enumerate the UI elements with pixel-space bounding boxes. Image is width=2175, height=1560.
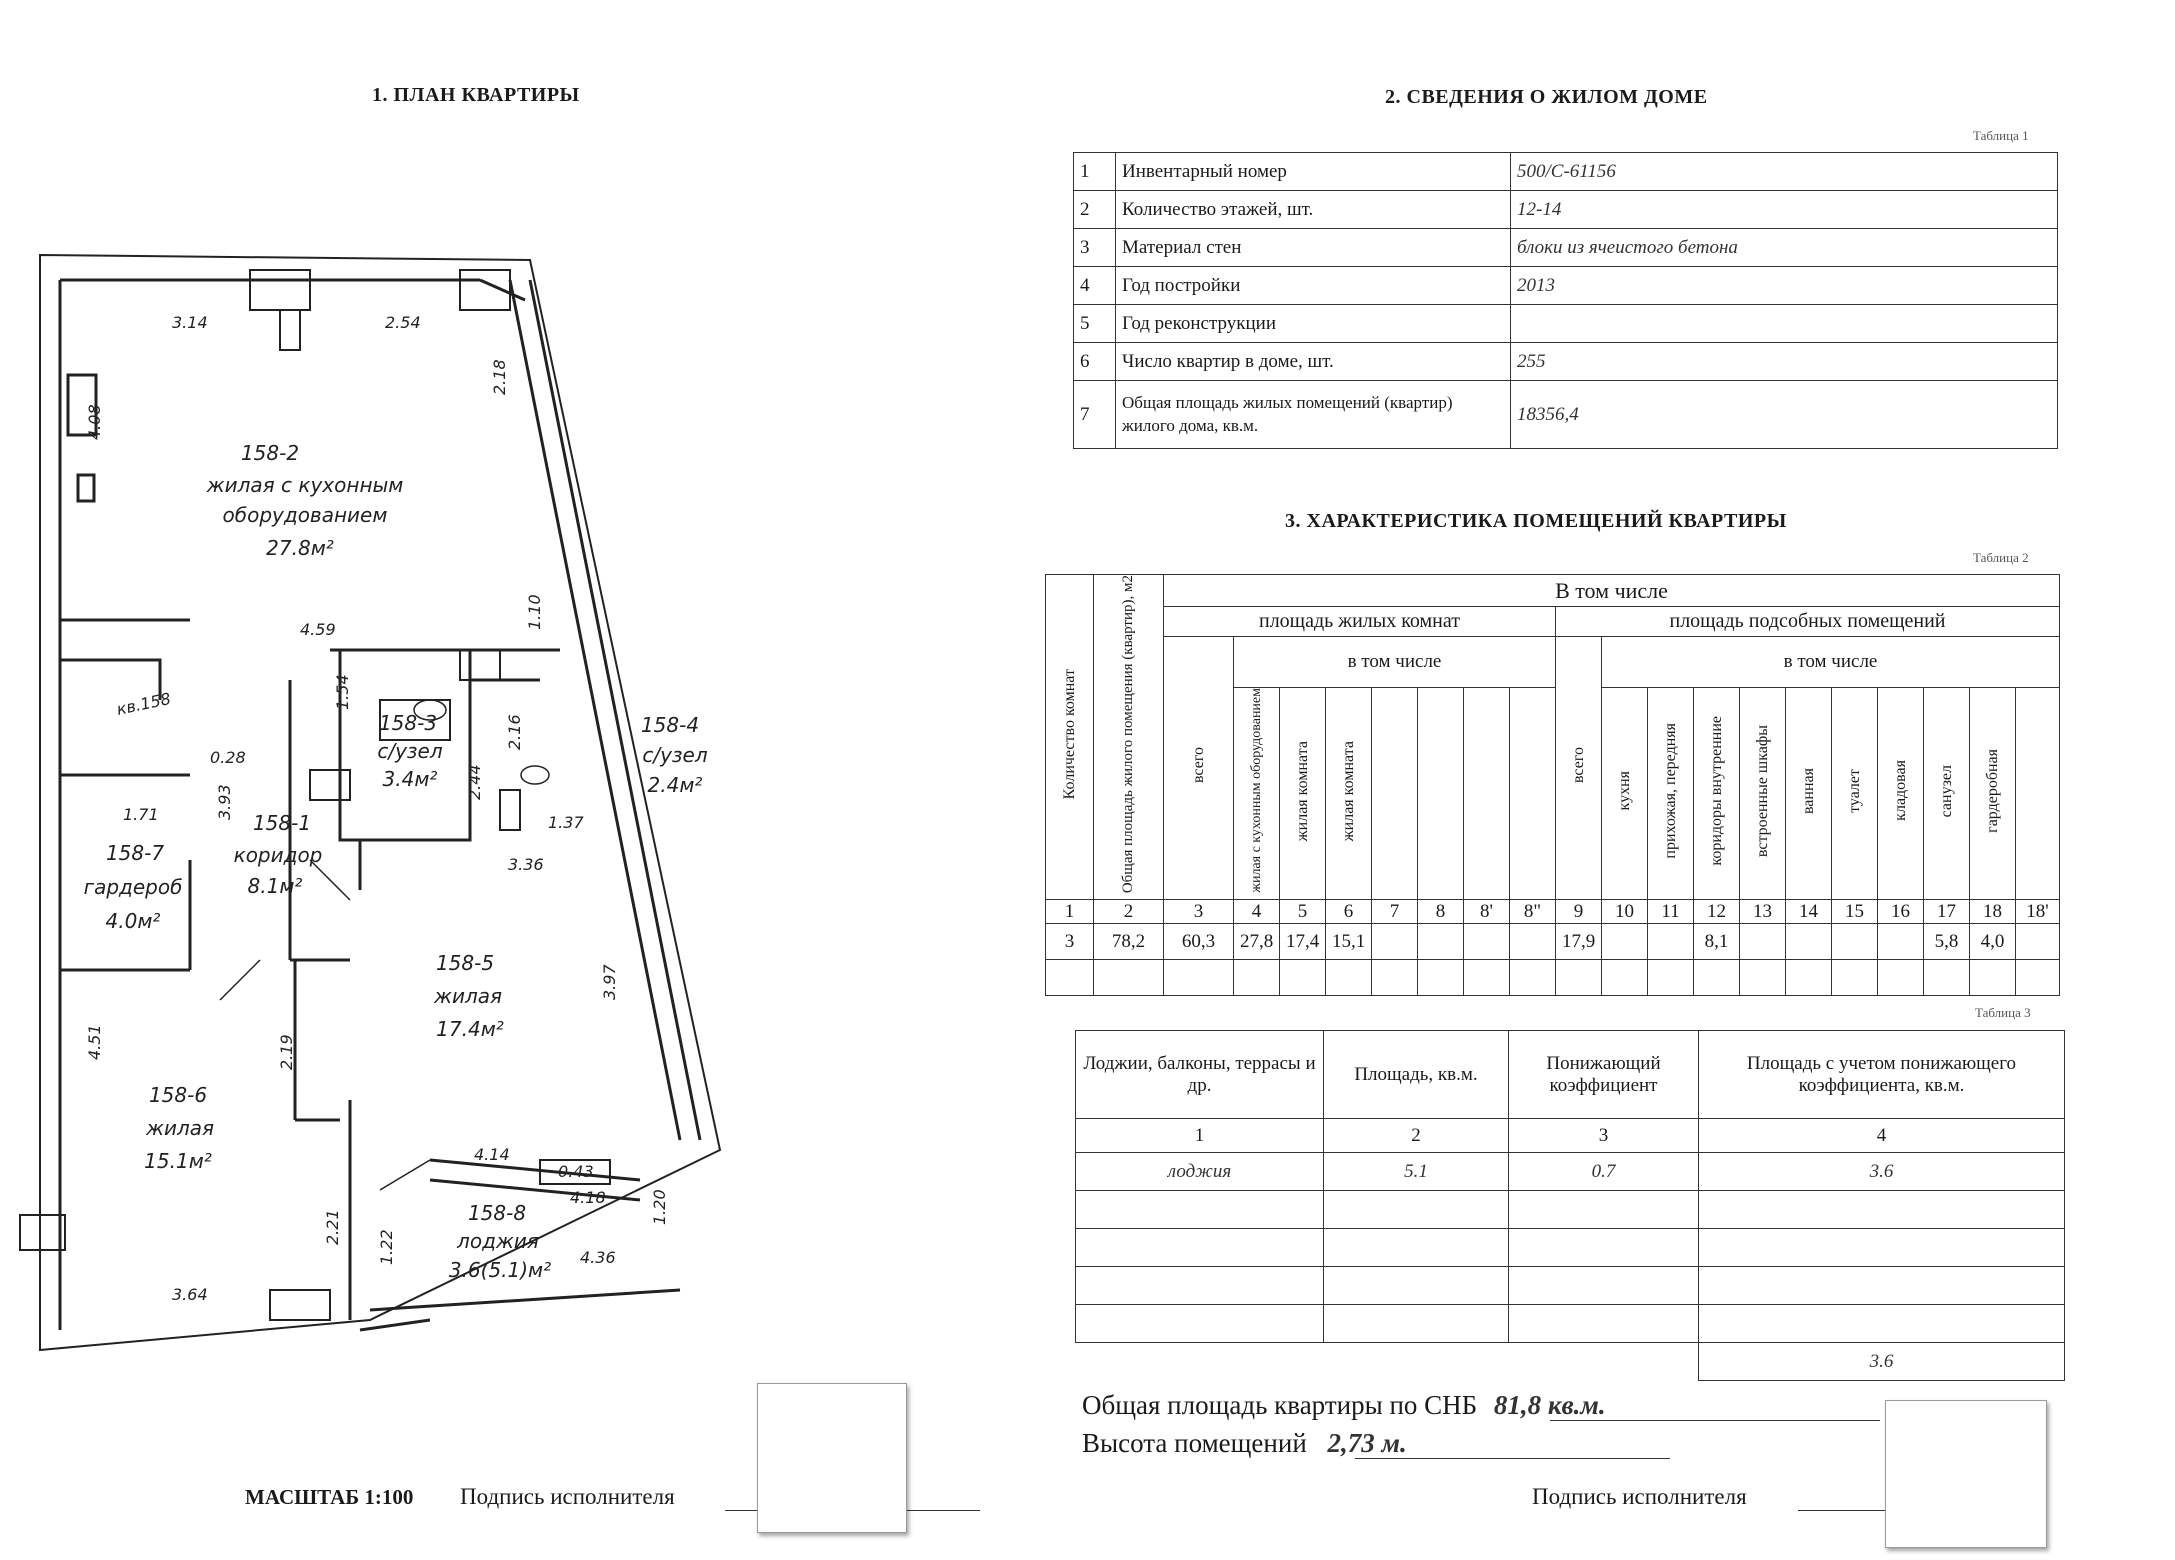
room-158-1-id: 158-1 (252, 811, 312, 835)
floor-plan (0, 0, 760, 1400)
head-living: площадь жилых комнат (1164, 607, 1556, 637)
table-row: лоджия 5.1 0.7 3.6 (1076, 1153, 2065, 1191)
dim: 2.44 (465, 764, 484, 800)
dim: кв.158 (114, 688, 173, 719)
summary-signature-line (1798, 1510, 1888, 1511)
plan-signature-label: Подпись исполнителя (460, 1484, 675, 1509)
room-158-5-type: жилая (433, 984, 503, 1008)
summary-signature-stamp (1885, 1400, 2047, 1548)
plan-scale: МАСШТАБ 1:100 (245, 1485, 414, 1509)
dim: 3.14 (172, 313, 208, 332)
room-158-7-type: гардероб (83, 875, 183, 899)
room-158-4-id: 158-4 (640, 713, 700, 737)
dim: 1.37 (548, 813, 584, 832)
room-158-1-area: 8.1м² (247, 874, 303, 898)
plan-title: 1. ПЛАН КВАРТИРЫ (372, 84, 580, 106)
empty-row (1046, 960, 2060, 996)
dim: 2.18 (490, 359, 509, 395)
loggia-total: 3.6 (1699, 1343, 2065, 1381)
number-row: 1 2 3 4 5 6 7 8 8' 8" 9 10 11 12 13 14 15 16 17 18 18' (1046, 900, 2060, 924)
summary-height (1082, 1428, 1407, 1459)
room-158-8-id: 158-8 (467, 1201, 527, 1225)
head-area: Общая площадь жилого помещения (квартир), м2 (1120, 575, 1136, 894)
room-158-7-id: 158-7 (105, 841, 165, 865)
head-aux: площадь подсобных помещений (1556, 607, 2060, 637)
dim: 1.20 (650, 1189, 669, 1225)
summary-height-value: 2,73 м. (1327, 1428, 1407, 1458)
room-158-6-type: жилая (145, 1116, 215, 1140)
dim: 3.64 (172, 1285, 208, 1304)
loggia-table-note: Таблица 3 (1975, 1005, 2031, 1020)
dim: 4.08 (85, 404, 104, 440)
summary-area-line (1550, 1420, 1880, 1421)
dim: 4.59 (300, 620, 336, 639)
summary-area-label: Общая площадь квартиры по СНБ (1082, 1390, 1478, 1420)
table-row: 7 Общая площадь жилых помещений (квартир) жилого дома, кв.м. 18356,4 (1074, 381, 2058, 449)
house-table (1073, 152, 2058, 449)
room-158-2-area: 27.8м² (266, 536, 334, 560)
dim: 2.19 (277, 1034, 296, 1070)
dim: 2.54 (385, 313, 421, 332)
room-158-2-type2: оборудованием (222, 503, 388, 527)
dim: 1.10 (525, 594, 544, 630)
head-including: В том числе (1164, 575, 2060, 607)
room-158-3-id: 158-3 (378, 711, 438, 735)
summary-height-line (1355, 1458, 1670, 1459)
room-158-6-id: 158-6 (148, 1083, 208, 1107)
dim: 4.51 (85, 1024, 104, 1060)
room-158-8-area: 3.6(5.1)м² (448, 1258, 552, 1282)
dim: 1.22 (377, 1229, 396, 1265)
room-158-2-id: 158-2 (240, 441, 300, 465)
dim: 4.18 (570, 1188, 606, 1207)
room-158-3-area: 3.4м² (382, 767, 438, 791)
dim: 1.71 (123, 805, 159, 824)
room-158-4-type: с/узел (642, 743, 708, 767)
dim: 2.21 (323, 1209, 342, 1245)
dim: 4.36 (580, 1248, 616, 1267)
dim: 0.28 (210, 748, 246, 767)
dim: 1.54 (333, 674, 352, 710)
rooms-title: 3. ХАРАКТЕРИСТИКА ПОМЕЩЕНИЙ КВАРТИРЫ (1285, 510, 1787, 532)
dim: 4.14 (474, 1145, 510, 1164)
plan-signature-stamp (757, 1383, 907, 1533)
room-158-1-type: коридор (233, 843, 323, 867)
table-row: 4 Год постройки 2013 (1074, 267, 2058, 305)
rooms-table-note: Таблица 2 (1973, 550, 2029, 565)
room-158-4-area: 2.4м² (647, 773, 703, 797)
summary-signature-label: Подпись исполнителя (1532, 1484, 1747, 1509)
rooms-table: Количество комнат Общая площадь жилого помещения (квартир), м2 В том числе площадь жилых комнат площадь подсобных помещений всего в том числе всего в том числе жилая с кухонным оборудованием жилая комната жилая комната кухня прихожая, передняя коридоры внутренние встроенные шкафы ванная туалет кладовая санузел гардеробная 1 2 3 4 5 6 7 8 8' 8" 9 10 11 12 13 14 15 16 17 18 18' 3 78,2 60,3 27,8 17,4 15,1 17,9 8,1 5,8 4,0 (1045, 574, 2060, 996)
dim: 3.97 (600, 964, 619, 1000)
room-158-7-area: 4.0м² (105, 909, 161, 933)
room-158-2-type: жилая с кухонным (206, 473, 404, 497)
room-labels (84, 441, 708, 1282)
room-158-5-id: 158-5 (435, 951, 495, 975)
summary-area (1082, 1390, 1606, 1421)
room-158-8-type: лоджия (457, 1229, 539, 1253)
room-158-6-area: 15.1м² (144, 1149, 212, 1173)
room-158-3-type: с/узел (377, 739, 443, 763)
dim: 0.43 (558, 1162, 594, 1181)
table-row: 1 Инвентарный номер 500/C-61156 (1074, 153, 2058, 191)
dim: 2.16 (505, 714, 524, 750)
table-row: 3 Материал стен блоки из ячеистого бетона (1074, 229, 2058, 267)
summary-area-value: 81,8 кв.м. (1493, 1390, 1606, 1420)
table-row: 5 Год реконструкции (1074, 305, 2058, 343)
table-row: 6 Число квартир в доме, шт. 255 (1074, 343, 2058, 381)
dim: 3.36 (508, 855, 544, 874)
house-table-note: Таблица 1 (1973, 128, 2029, 143)
room-158-5-area: 17.4м² (436, 1017, 504, 1041)
value-row: 3 78,2 60,3 27,8 17,4 15,1 17,9 8,1 5,8 4,0 (1046, 924, 2060, 960)
dim: 3.93 (215, 784, 234, 820)
house-title: 2. СВЕДЕНИЯ О ЖИЛОМ ДОМЕ (1385, 86, 1708, 108)
loggia-table: Лоджии, балконы, террасы и др. Площадь, кв.м. Понижающий коэффициент Площадь с учетом понижающего коэффициента, кв.м. 1 2 3 4 лоджия 5.1 0.7 3.6 3.6 (1075, 1030, 2065, 1381)
head-count: Количество комнат (1060, 668, 1078, 800)
table-row: 2 Количество этажей, шт. 12-14 (1074, 191, 2058, 229)
summary-height-label: Высота помещений (1082, 1428, 1307, 1458)
